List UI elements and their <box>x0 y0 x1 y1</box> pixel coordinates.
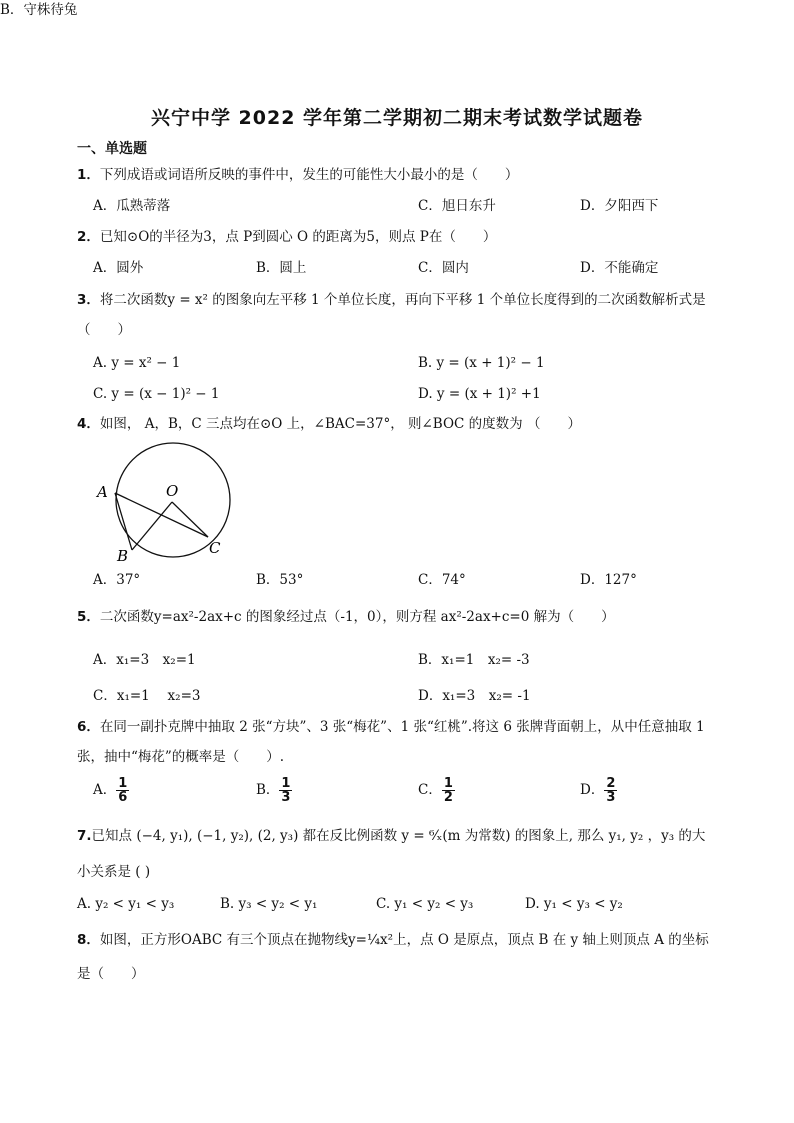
option-a: A．瓜熟蒂落 <box>93 198 171 214</box>
question-7-continued: 小关系是 ( ) <box>77 864 151 880</box>
question-2 <box>77 227 496 247</box>
question-text: 已知点 (−4, y₁), (−1, y₂), (2, y₃) 都在反比例函数 y = ⁶⁄ₓ(m 为常数) 的图象上, 那么 y₁, y₂ ，y₃ 的大 <box>91 828 706 844</box>
question-5 <box>77 607 615 627</box>
option-c: C．圆内 <box>418 260 469 276</box>
question-number: 5． <box>77 609 100 625</box>
option-a: A． $\frac{1}{6}$ <box>93 776 128 805</box>
option-d: D．不能确定 <box>580 260 659 276</box>
option-c: C. y = (x − 1)² − 1 <box>93 386 220 402</box>
label-c: C <box>209 539 221 557</box>
option-d: D．夕阳西下 <box>580 198 659 214</box>
option-b: B． $\frac{1}{3}$ <box>256 776 291 805</box>
question-4 <box>77 414 581 434</box>
question-number: 7. <box>77 828 92 844</box>
label-a: A <box>97 483 108 501</box>
option-a: A．37° <box>93 572 141 588</box>
label-b: B <box>117 547 129 565</box>
question-number: 6． <box>77 719 100 735</box>
question-3 <box>77 290 757 310</box>
question-number: 2． <box>77 229 100 245</box>
question-text: 在同一副扑克牌中抽取 2 张“方块”、3 张“梅花”、1 张“红桃”.将这 6 张牌背面朝上，从中任意抽取 1 <box>99 719 705 735</box>
label-o: O <box>166 482 179 500</box>
option-a: A．圆外 <box>93 260 144 276</box>
question-8-continued: 是（ ） <box>77 966 145 982</box>
question-text: 如图， A，B，C 三点均在⊙O 上，∠BAC=37°， 则∠BOC 的度数为 （ ） <box>99 416 581 432</box>
option-d: D．127° <box>580 572 637 588</box>
option-d: D．x₁=3 x₂= -1 <box>418 688 531 704</box>
option-c: C. y₁ < y₂ < y₃ <box>376 896 474 912</box>
option-b: B．圆上 <box>256 260 307 276</box>
option-a: A. y = x² − 1 <box>93 355 181 371</box>
question-7 <box>77 826 757 846</box>
page-title: 兴宁中学 2022 学年第二学期初二期末考试数学试题卷 <box>150 107 644 129</box>
question-number: 8． <box>77 932 100 948</box>
question-3-blank: （ ） <box>77 322 131 338</box>
question-1 <box>77 165 518 185</box>
option-c: C．旭日东升 <box>418 198 496 214</box>
option-a: A．x₁=3 x₂=1 <box>93 652 196 668</box>
option-c: C． $\frac{1}{2}$ <box>418 776 453 805</box>
option-b: B. y₃ < y₂ < y₁ <box>220 896 318 912</box>
circle-figure <box>95 440 245 569</box>
question-6 <box>77 717 757 737</box>
option-b: B．53° <box>256 572 304 588</box>
question-text: 将二次函数y = x² 的图象向左平移 1 个单位长度，再向下平移 1 个单位长度得到的二次函数解析式是 <box>99 292 706 308</box>
question-text: 已知⊙O的半径为3，点 P到圆心 O 的距离为5，则点 P在（ ） <box>99 229 497 245</box>
option-d: D． $\frac{2}{3}$ <box>580 776 616 805</box>
question-text: 如图，正方形OABC 有三个顶点在抛物线y=¼x²上，点 O 是原点，顶点 B 在 y 轴上则顶点 A 的坐标 <box>99 932 709 948</box>
question-text: 二次函数y=ax²-2ax+c 的图象经过点（-1，0），则方程 ax²-2ax+c=0 解为（ ） <box>99 609 615 625</box>
question-number: 1． <box>77 167 100 183</box>
option-c: C．74° <box>418 572 466 588</box>
question-6-continued: 张，抽中“梅花”的概率是（ ）. <box>77 749 285 765</box>
segment-ab <box>115 493 132 550</box>
question-8 <box>77 930 757 950</box>
section-heading: 一、单选题 <box>77 141 147 157</box>
option-d: D. y₁ < y₃ < y₂ <box>525 896 623 912</box>
question-number: 4． <box>77 416 100 432</box>
question-number: 3． <box>77 292 100 308</box>
option-d: D. y = (x + 1)² +1 <box>418 386 541 402</box>
option-b: B．守株待兔 <box>0 2 78 18</box>
option-b: B．x₁=1 x₂= -3 <box>418 652 530 668</box>
question-text: 下列成语或词语所反映的事件中，发生的可能性大小最小的是（ ） <box>99 167 519 183</box>
option-a: A. y₂ < y₁ < y₃ <box>77 896 175 912</box>
option-b: B. y = (x + 1)² − 1 <box>418 355 545 371</box>
option-c: C．x₁=1 x₂=3 <box>93 688 201 704</box>
segment-bo <box>132 502 172 550</box>
segment-oc <box>172 502 208 537</box>
